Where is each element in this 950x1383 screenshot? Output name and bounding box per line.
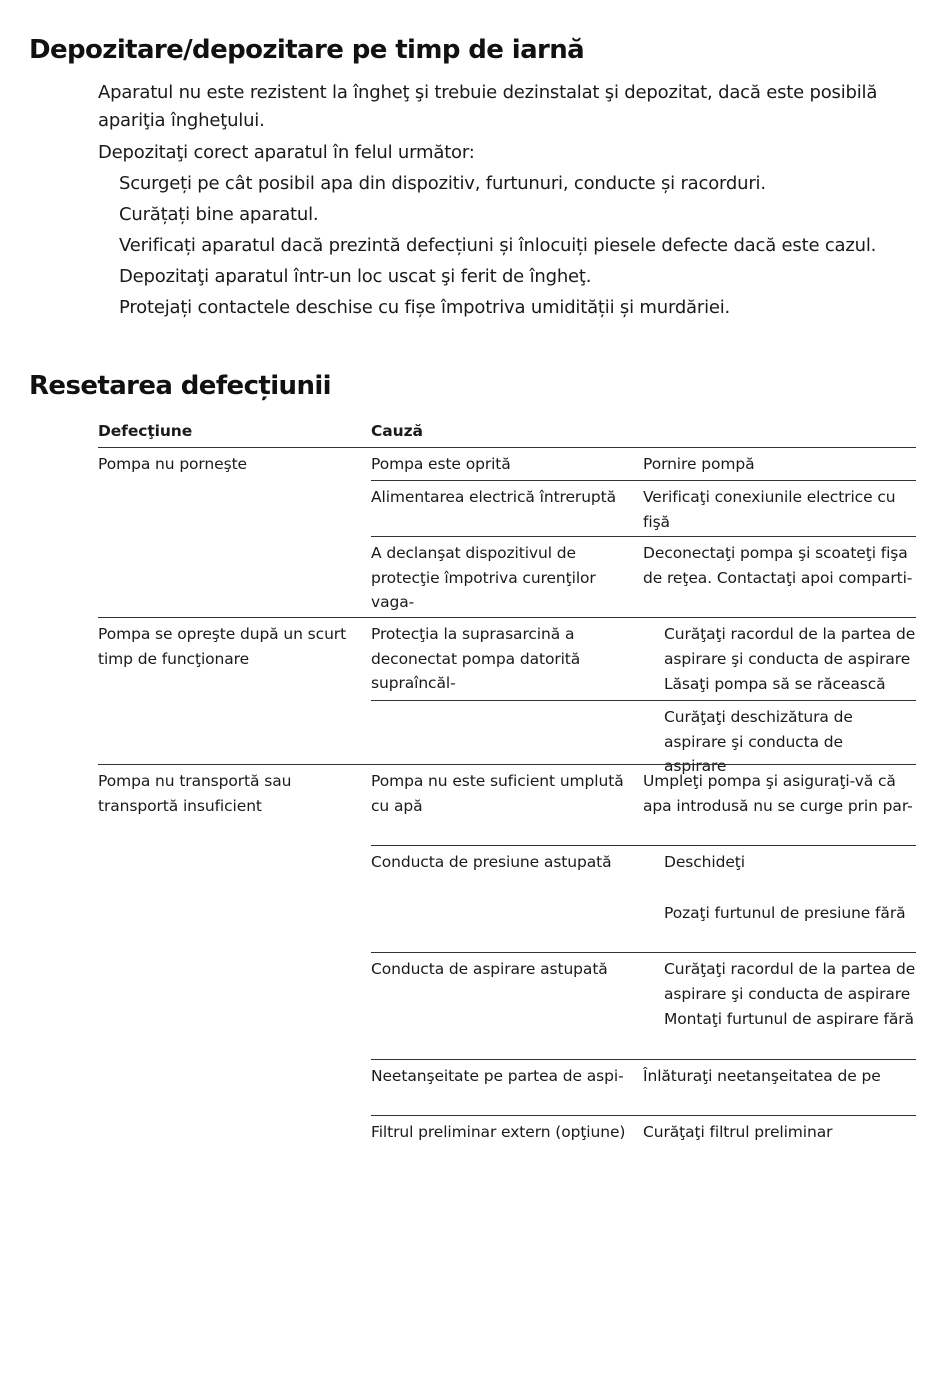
fault-cell: Pompa nu transportă sau transportă insuficient [98,772,292,815]
section-title-storage: Depozitare/depozitare pe timp de iarnă [29,35,585,65]
troubleshooting-table [98,420,916,1160]
cause-cell: Pompa nu este suficient umplută cu apă [371,772,624,815]
storage-steps-list [119,170,876,325]
fault-cell: Pompa se opreşte după un scurt timp de funcţionare [98,625,347,668]
remedy-cell: Pornire pompă [643,455,755,473]
storage-step: Curățați bine aparatul. [119,204,319,225]
row-rule [371,1115,916,1116]
storage-lead: Depozitaţi corect aparatul în felul următor: [98,142,475,163]
cause-cell: Filtrul preliminar extern (opţiune) [371,1123,626,1141]
row-rule [371,952,916,953]
remedy-cell: Curăţaţi deschizătura de aspirare şi conducta de aspirare [664,708,853,775]
storage-step: Verificați aparatul dacă prezintă defecțiuni și înlocuiți piesele defecte dacă este cazul. [119,235,877,256]
remedy-cell: Deconectaţi pompa şi scoateţi fişa de reţea. Contactaţi apoi comparti- [643,544,913,587]
cause-cell: Conducta de presiune astupată [371,853,612,871]
cause-cell: Protecţia la suprasarcină a deconectat pompa datorită supraîncăl- [371,625,581,692]
remedy-cell: Înlăturaţi neetanşeitatea de pe [643,1067,881,1085]
remedy-cell: Curăţaţi racordul de la partea de aspirare şi conducta de aspirare [664,625,916,668]
header-rule [98,447,916,448]
remedy-cell: Curăţaţi filtrul preliminar [643,1123,833,1141]
storage-intro: Aparatul nu este rezistent la îngheţ şi trebuie dezinstalat şi depozitat, dacă este posibilă apariţia îngheţului. [98,82,878,131]
remedy-cell: Montaţi furtunul de aspirare fără [664,1010,914,1028]
storage-step: Scurgeți pe cât posibil apa din dispozitiv, furtunuri, conducte și racorduri. [119,173,766,194]
cause-cell: Pompa este oprită [371,455,511,473]
row-rule [371,480,916,481]
group-rule [98,617,916,618]
remedy-cell: Lăsaţi pompa să se răcească [664,675,886,693]
row-rule [371,845,916,846]
storage-step: Depozitaţi aparatul într-un loc uscat şi ferit de îngheţ. [119,266,592,287]
cause-cell: Neetanşeitate pe partea de aspi- [371,1067,624,1085]
row-rule [371,536,916,537]
cause-cell: A declanşat dispozitivul de protecţie împotriva curenţilor vaga- [371,544,596,611]
cause-cell: Conducta de aspirare astupată [371,960,608,978]
row-rule [371,700,916,701]
cause-cell: Alimentarea electrică întreruptă [371,488,617,506]
group-rule [98,764,916,765]
remedy-cell: Curăţaţi racordul de la partea de aspirare şi conducta de aspirare [664,960,916,1003]
column-header-fault: Defecţiune [98,422,193,440]
remedy-cell: Deschideţi [664,853,745,871]
remedy-cell: Umpleţi pompa şi asiguraţi-vă că apa introdusă nu se curge prin par- [643,772,913,815]
remedy-cell: Pozaţi furtunul de presiune fără [664,904,906,922]
section-title-troubleshooting: Resetarea defecțiunii [29,371,331,401]
remedy-cell: Verificaţi conexiunile electrice cu fişă [643,488,896,531]
row-rule [371,1059,916,1060]
storage-step: Protejați contactele deschise cu fișe împotriva umidității și murdăriei. [119,297,731,318]
column-header-cause: Cauză [371,422,423,440]
fault-cell: Pompa nu porneşte [98,455,247,473]
